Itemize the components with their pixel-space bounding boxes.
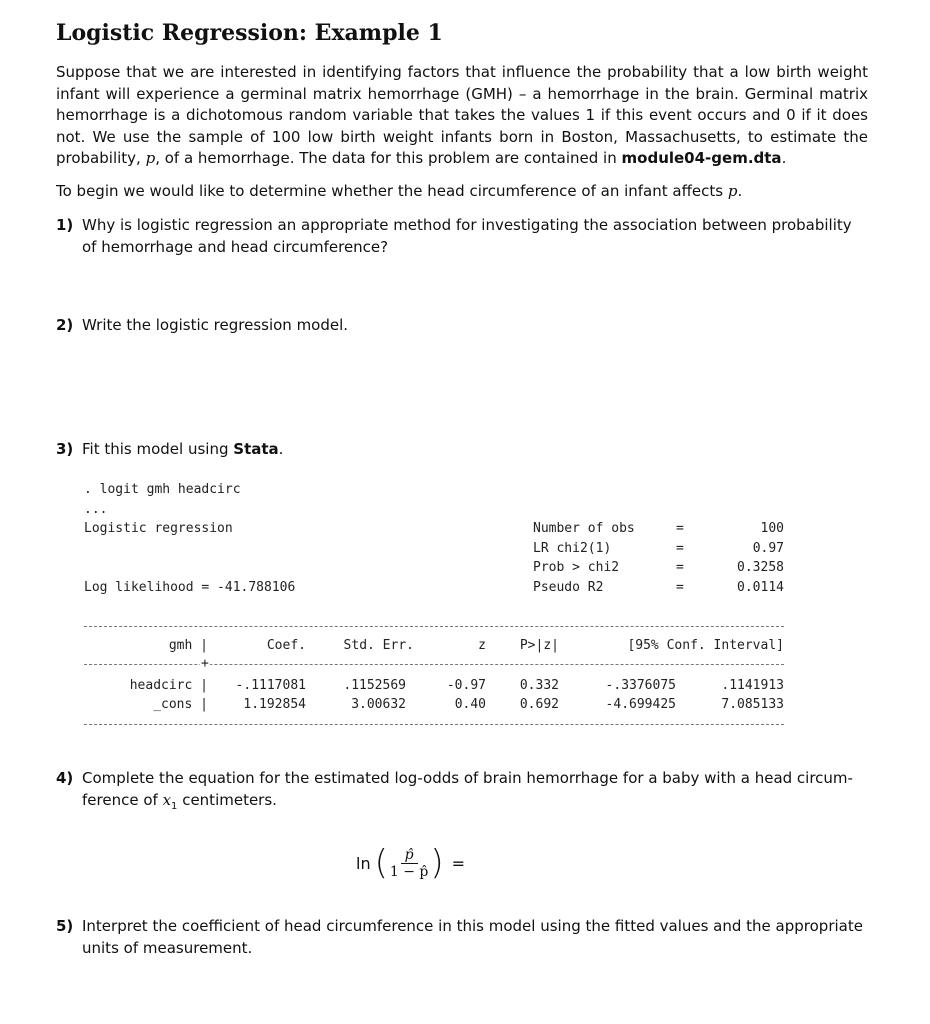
- question-4-var: x: [162, 790, 172, 809]
- begin-paragraph: [56, 181, 868, 203]
- stat-label-lrchi2: LR chi2(1): [533, 541, 612, 556]
- question-4-end: centimeters.: [182, 790, 277, 809]
- header-z: z: [478, 638, 486, 653]
- stat-label-prob: Prob > chi2: [533, 560, 620, 575]
- formula-right-paren: ): [430, 843, 444, 883]
- stat-eq-pseudor2: =: [676, 580, 684, 595]
- formula-numerator: p̂: [401, 847, 418, 864]
- stat-eq-nobs: =: [676, 521, 684, 536]
- row-headcirc-lo: -.3376075: [605, 678, 676, 693]
- begin-text: To begin we would like to determine whether the head circumference of an infant affects: [56, 182, 724, 200]
- question-5-number: 5): [56, 917, 74, 935]
- intro-text-1: Suppose that we are interested in identifying factors that influence the probability that a low birth weight infant will experience a germinal matrix hemorrhage (GMH) – a hemorrhage in the brain. Germinal matrix hemorrhage is a dichotomous random variable that takes the values 1 if this event occurs and 0 if it does not. We use the sample of 100 low birth weight infants born in Boston, Massachusetts, to estimate the probability,: [56, 63, 868, 167]
- question-1-text: Why is logistic regression an appropriate method for investigating the association between probability of hemorrhage and head circumference?: [82, 216, 852, 256]
- stat-value-prob: 0.3258: [737, 560, 784, 575]
- intro-text-3: .: [781, 149, 787, 167]
- row-headcirc-se: .1152569: [343, 678, 406, 693]
- table-rule-plus: +: [201, 656, 209, 671]
- table-rule-top: [84, 626, 784, 627]
- row-cons-var: _cons |: [153, 697, 208, 712]
- question-1: [56, 215, 868, 258]
- intro-text-2: , of a hemorrhage. The data for this problem are contained in: [155, 149, 617, 167]
- stat-label-nobs: Number of obs: [533, 521, 635, 536]
- row-cons-p: 0.692: [519, 697, 559, 712]
- row-cons-se: 3.00632: [351, 697, 406, 712]
- row-headcirc-var: headcirc |: [129, 678, 208, 693]
- header-se: Std. Err.: [343, 638, 414, 653]
- formula-left-paren: (: [374, 843, 388, 883]
- stat-eq-prob: =: [676, 560, 684, 575]
- question-2-text: Write the logistic regression model.: [82, 316, 349, 334]
- stata-loglik: Log likelihood = -41.788106: [84, 580, 296, 595]
- data-file-name: module04-gem.dta: [621, 149, 782, 167]
- header-p: P>|z|: [519, 638, 559, 653]
- intro-paragraph: [56, 62, 868, 170]
- question-4-sub: 1: [171, 800, 178, 812]
- header-coef: Coef.: [266, 638, 306, 653]
- formula-equals: =: [451, 853, 466, 873]
- row-cons-coef: 1.192854: [243, 697, 306, 712]
- question-1-number: 1): [56, 216, 74, 234]
- question-2-number: 2): [56, 316, 74, 334]
- stat-eq-lrchi2: =: [676, 541, 684, 556]
- question-3: [56, 439, 868, 461]
- begin-end: .: [737, 182, 743, 200]
- row-cons-z: 0.40: [454, 697, 486, 712]
- begin-p-symbol: p: [727, 182, 738, 200]
- log-odds-formula: [356, 838, 465, 888]
- row-headcirc-coef: -.1117081: [235, 678, 306, 693]
- row-headcirc-z: -0.97: [446, 678, 486, 693]
- formula-denominator: 1 − p̂: [389, 863, 429, 880]
- question-3-text-wrap: [82, 439, 868, 461]
- question-3-text: Fit this model using: [82, 440, 229, 458]
- question-5: [56, 916, 868, 959]
- question-4-text-wrap: [82, 768, 868, 817]
- stat-value-pseudor2: 0.0114: [737, 580, 784, 595]
- question-4-text: Complete the equation for the estimated log-odds of brain hemorrhage for a baby with a head circum- ference of: [82, 769, 853, 809]
- question-3-end: .: [278, 440, 284, 458]
- row-cons-lo: -4.699425: [605, 697, 676, 712]
- question-3-number: 3): [56, 440, 74, 458]
- header-var: gmh |: [168, 638, 208, 653]
- stat-label-pseudor2: Pseudo R2: [533, 580, 604, 595]
- stata-model-name: Logistic regression: [84, 521, 233, 536]
- question-4: [56, 768, 868, 817]
- question-5-text: Interpret the coefficient of head circumference in this model using the fitted values and the appropriate units of measurement.: [82, 917, 863, 957]
- stata-name: Stata: [233, 440, 279, 458]
- table-rule-mid: [84, 664, 784, 665]
- question-2: [56, 315, 868, 337]
- table-rule-bottom: [84, 724, 784, 725]
- page-title: Logistic Regression: Example 1: [56, 20, 443, 46]
- intro-p-symbol: p: [145, 149, 156, 167]
- stata-ellipsis: ...: [84, 502, 108, 517]
- formula-ln: ln: [356, 853, 371, 873]
- row-headcirc-hi: .1141913: [721, 678, 784, 693]
- stata-command: . logit gmh headcirc: [84, 482, 241, 497]
- stat-value-lrchi2: 0.97: [752, 541, 784, 556]
- header-ci: [95% Conf. Interval]: [627, 638, 784, 653]
- row-cons-hi: 7.085133: [721, 697, 784, 712]
- stat-value-nobs: 100: [760, 521, 784, 536]
- row-headcirc-p: 0.332: [519, 678, 559, 693]
- question-4-number: 4): [56, 769, 74, 787]
- formula-fraction: [390, 847, 429, 880]
